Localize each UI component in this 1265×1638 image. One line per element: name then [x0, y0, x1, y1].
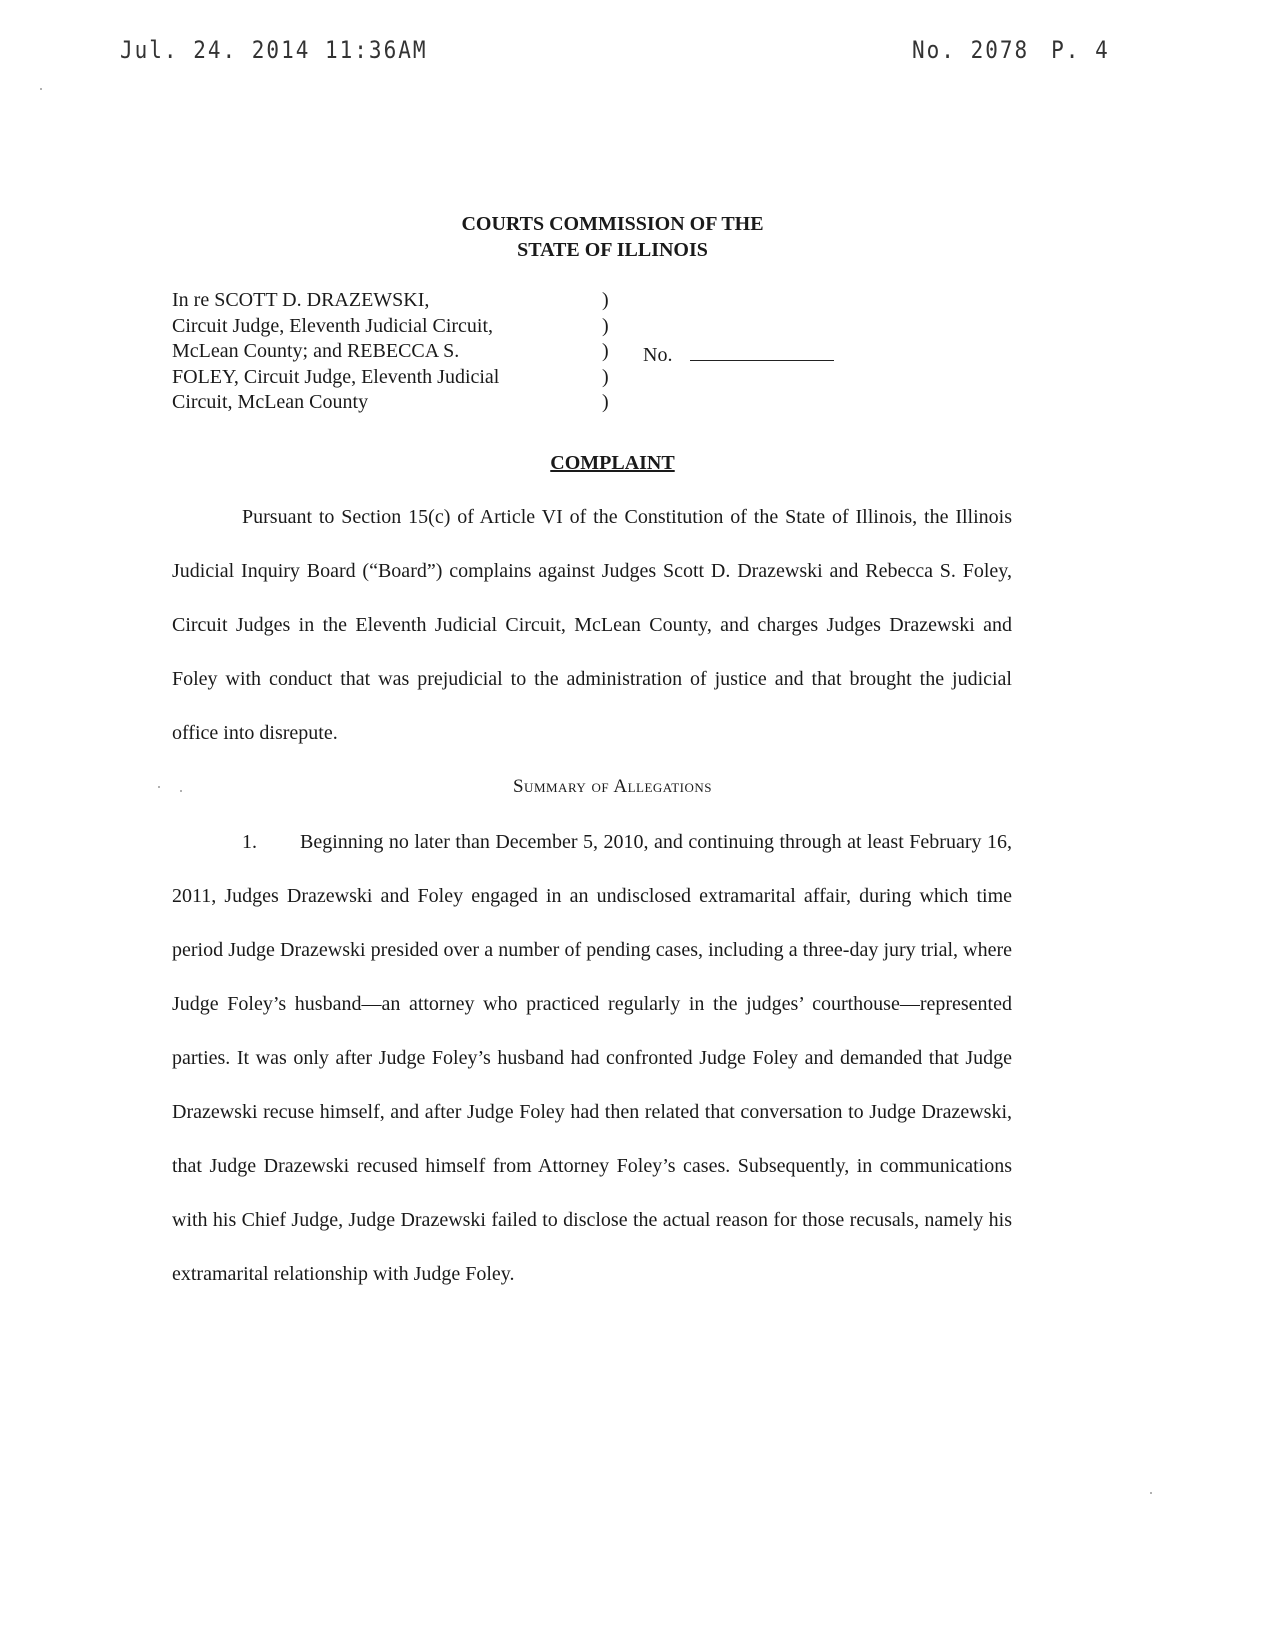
court-title-line-1: COURTS COMMISSION OF THE	[461, 213, 764, 235]
document-title: COMPLAINT	[550, 452, 675, 474]
caption-line: FOLEY, Circuit Judge, Eleventh Judicial	[172, 365, 500, 388]
case-number-field	[643, 344, 834, 367]
caption-line: Circuit Judge, Eleventh Judicial Circuit,	[172, 314, 494, 337]
caption-paren: )	[602, 340, 609, 362]
caption-line: In re SCOTT D. DRAZEWSKI,	[172, 289, 430, 311]
fax-page-number: P. 4	[1051, 36, 1110, 64]
scan-speck	[158, 786, 160, 788]
caption-paren: )	[602, 365, 609, 388]
scan-speck	[1150, 1492, 1152, 1494]
intro-paragraph: Pursuant to Section 15(c) of Article VI of the Constitution of the State of Illinois, the Illinois Judicial Inquiry Board (“Board”) complains against Judges Scott D. Drazewski and Rebecca S. Foley, Circuit Judges in the Eleventh Judicial Circuit, McLean County, and charges Judges Drazewski and Foley with conduct that was prejudicial to the administration of justice and that brought the judicial office into disrepute.	[172, 506, 1012, 744]
fax-number: No. 2078	[912, 36, 1030, 64]
case-caption	[172, 288, 499, 416]
allegation-number: 1.	[242, 831, 257, 853]
allegation-paragraph	[172, 815, 1012, 1301]
caption-paren: )	[602, 289, 609, 311]
caption-paren: )	[602, 391, 609, 413]
fax-number-and-page	[912, 36, 1110, 64]
fax-datetime: Jul. 24. 2014 11:36AM	[120, 36, 428, 64]
case-number-label: No.	[643, 344, 673, 366]
caption-line: McLean County; and REBECCA S.	[172, 340, 460, 362]
allegation-text: Beginning no later than December 5, 2010, and continuing through at least February 16, 2011, Judges Drazewski and Foley engaged in an undisclosed extramarital affair, during which time period Judge Drazewski presided over a number of pending cases, including a three-day jury trial, where Judge Foley’s husband—an attorney who practiced regularly in the judges’ courthouse—represented parties. It was only after Judge Foley’s husband had confronted Judge Foley and demanded that Judge Drazewski recuse himself, and after Judge Foley had then related that conversation to Judge Drazewski, that Judge Drazewski recused himself from Attorney Foley’s cases. Subsequently, in communications with his Chief Judge, Judge Drazewski failed to disclose the actual reason for those recusals, namely his extramarital relationship with Judge Foley.	[172, 831, 1012, 1285]
scan-speck	[40, 88, 42, 90]
scan-speck	[180, 790, 182, 792]
case-number-blank	[690, 354, 834, 361]
court-title-line-2: STATE OF ILLINOIS	[517, 239, 708, 261]
summary-heading: Summary of Allegations	[512, 776, 713, 797]
caption-line: Circuit, McLean County	[172, 391, 369, 413]
caption-parentheses	[602, 288, 609, 416]
caption-paren: )	[602, 314, 609, 337]
